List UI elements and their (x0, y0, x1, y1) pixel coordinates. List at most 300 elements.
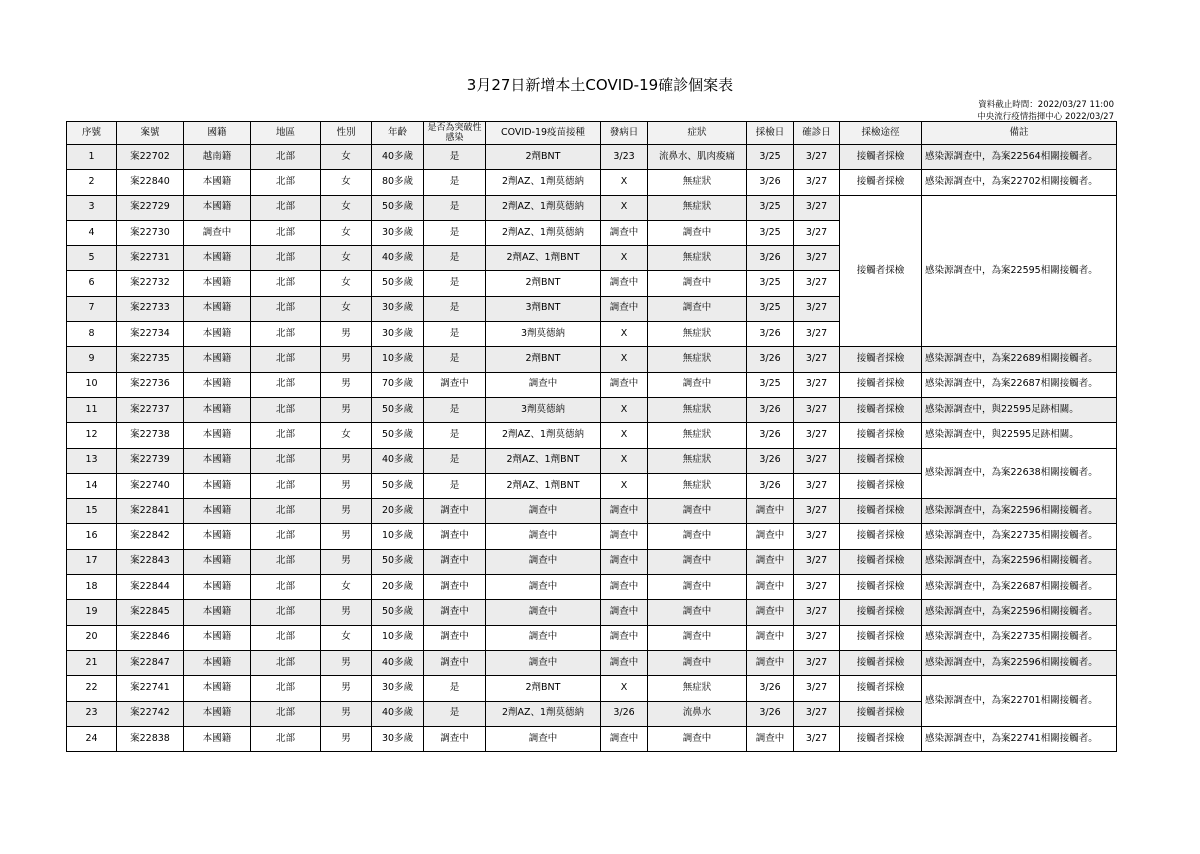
cell-nationality: 本國籍 (184, 575, 251, 600)
cell-case-no: 案22737 (117, 397, 184, 422)
table-row (67, 625, 1117, 650)
cell-region: 北部 (251, 625, 321, 650)
cell-test-date: 3/26 (747, 170, 794, 195)
table-row (67, 372, 1117, 397)
cell-test-date: 調查中 (747, 499, 794, 524)
cell-vaccination: 3劑BNT (486, 296, 601, 321)
data-cutoff-time: 資料截止時間：2022/03/27 11:00 (978, 100, 1114, 110)
cell-serial: 18 (67, 575, 117, 600)
cell-breakthrough: 是 (424, 195, 486, 220)
cell-onset-date: 調查中 (601, 625, 648, 650)
cell-vaccination: 2劑BNT (486, 145, 601, 170)
cell-symptoms: 無症狀 (648, 473, 747, 498)
cell-test-date: 調查中 (747, 549, 794, 574)
cell-case-no: 案22738 (117, 423, 184, 448)
cell-region: 北部 (251, 397, 321, 422)
cell-confirm-date: 3/27 (794, 676, 840, 701)
cell-case-no: 案22734 (117, 322, 184, 347)
cell-breakthrough: 是 (424, 701, 486, 726)
cell-nationality: 本國籍 (184, 473, 251, 498)
page-title: 3月27日新增本土COVID-19確診個案表 (466, 76, 734, 94)
cell-onset-date: X (601, 322, 648, 347)
cell-breakthrough: 是 (424, 322, 486, 347)
cell-sex: 男 (321, 549, 372, 574)
cell-test-date: 3/25 (747, 220, 794, 245)
cell-symptoms: 流鼻水 (648, 701, 747, 726)
cell-breakthrough: 調查中 (424, 524, 486, 549)
table-row (67, 549, 1117, 574)
cell-test-date: 調查中 (747, 650, 794, 675)
cell-confirm-date: 3/27 (794, 549, 840, 574)
cell-remarks: 感染源調查中，為案22595相關接觸者。 (922, 195, 1117, 347)
cell-region: 北部 (251, 473, 321, 498)
cell-age: 10多歲 (372, 524, 424, 549)
cell-onset-date: 調查中 (601, 296, 648, 321)
cell-onset-date: 調查中 (601, 650, 648, 675)
cell-test-date: 3/25 (747, 271, 794, 296)
cell-test-route: 接觸者採檢 (840, 549, 922, 574)
cell-serial: 3 (67, 195, 117, 220)
cell-case-no: 案22742 (117, 701, 184, 726)
cell-vaccination: 調查中 (486, 650, 601, 675)
cell-age: 30多歲 (372, 296, 424, 321)
table-row (67, 524, 1117, 549)
cell-vaccination: 2劑AZ、1劑莫德納 (486, 170, 601, 195)
cell-breakthrough: 調查中 (424, 726, 486, 751)
cell-sex: 女 (321, 170, 372, 195)
cell-vaccination: 調查中 (486, 575, 601, 600)
cell-onset-date: X (601, 347, 648, 372)
cell-serial: 21 (67, 650, 117, 675)
cell-symptoms: 調查中 (648, 650, 747, 675)
cell-serial: 11 (67, 397, 117, 422)
cell-region: 北部 (251, 524, 321, 549)
cell-confirm-date: 3/27 (794, 347, 840, 372)
cell-test-route: 接觸者採檢 (840, 524, 922, 549)
cell-vaccination: 調查中 (486, 549, 601, 574)
table-row (67, 676, 1117, 701)
cell-symptoms: 無症狀 (648, 397, 747, 422)
cell-test-route: 接觸者採檢 (840, 170, 922, 195)
cell-confirm-date: 3/27 (794, 423, 840, 448)
cell-age: 30多歲 (372, 220, 424, 245)
cell-sex: 女 (321, 246, 372, 271)
cell-test-route: 接觸者採檢 (840, 650, 922, 675)
cell-onset-date: 調查中 (601, 549, 648, 574)
cell-nationality: 本國籍 (184, 322, 251, 347)
cell-breakthrough: 是 (424, 296, 486, 321)
cell-confirm-date: 3/27 (794, 145, 840, 170)
col-header-serial: 序號 (67, 122, 117, 145)
cell-test-route: 接觸者採檢 (840, 347, 922, 372)
cell-serial: 13 (67, 448, 117, 473)
cell-region: 北部 (251, 271, 321, 296)
cell-symptoms: 調查中 (648, 726, 747, 751)
cell-breakthrough: 是 (424, 170, 486, 195)
cell-serial: 22 (67, 676, 117, 701)
cell-breakthrough: 是 (424, 473, 486, 498)
cell-remarks: 感染源調查中，為案22701相關接觸者。 (922, 676, 1117, 727)
cell-case-no: 案22732 (117, 271, 184, 296)
cell-vaccination: 2劑BNT (486, 347, 601, 372)
cell-symptoms: 調查中 (648, 372, 747, 397)
cell-region: 北部 (251, 372, 321, 397)
cell-age: 10多歲 (372, 625, 424, 650)
cell-vaccination: 2劑BNT (486, 676, 601, 701)
col-header-breakthrough: 是否為突破性感染 (424, 122, 486, 145)
cell-test-date: 3/25 (747, 372, 794, 397)
cell-symptoms: 無症狀 (648, 676, 747, 701)
cell-test-route: 接觸者採檢 (840, 600, 922, 625)
cell-serial: 24 (67, 726, 117, 751)
cell-case-no: 案22843 (117, 549, 184, 574)
cell-confirm-date: 3/27 (794, 195, 840, 220)
cell-case-no: 案22847 (117, 650, 184, 675)
col-header-vaccination: COVID-19疫苗接種 (486, 122, 601, 145)
cell-test-date: 3/25 (747, 195, 794, 220)
cell-sex: 男 (321, 499, 372, 524)
cell-nationality: 本國籍 (184, 170, 251, 195)
cell-symptoms: 調查中 (648, 271, 747, 296)
cell-test-route: 接觸者採檢 (840, 397, 922, 422)
cell-test-date: 調查中 (747, 625, 794, 650)
table-row (67, 145, 1117, 170)
cell-vaccination: 調查中 (486, 600, 601, 625)
cell-onset-date: X (601, 170, 648, 195)
cell-case-no: 案22702 (117, 145, 184, 170)
cell-symptoms: 調查中 (648, 575, 747, 600)
cell-breakthrough: 是 (424, 423, 486, 448)
table-row (67, 347, 1117, 372)
cell-test-date: 3/25 (747, 145, 794, 170)
cell-region: 北部 (251, 220, 321, 245)
cell-symptoms: 無症狀 (648, 170, 747, 195)
col-header-test-date: 採檢日 (747, 122, 794, 145)
cell-symptoms: 調查中 (648, 524, 747, 549)
cell-vaccination: 調查中 (486, 372, 601, 397)
cell-region: 北部 (251, 676, 321, 701)
cell-test-date: 3/26 (747, 676, 794, 701)
cell-test-date: 調查中 (747, 575, 794, 600)
cell-confirm-date: 3/27 (794, 499, 840, 524)
cell-case-no: 案22740 (117, 473, 184, 498)
cell-serial: 1 (67, 145, 117, 170)
cell-region: 北部 (251, 701, 321, 726)
cell-sex: 女 (321, 296, 372, 321)
cell-serial: 15 (67, 499, 117, 524)
cell-breakthrough: 調查中 (424, 600, 486, 625)
cell-onset-date: X (601, 676, 648, 701)
cell-vaccination: 3劑莫德納 (486, 397, 601, 422)
col-header-nationality: 國籍 (184, 122, 251, 145)
cell-breakthrough: 是 (424, 676, 486, 701)
cell-region: 北部 (251, 347, 321, 372)
cell-case-no: 案22840 (117, 170, 184, 195)
cell-sex: 男 (321, 600, 372, 625)
cell-confirm-date: 3/27 (794, 625, 840, 650)
cell-region: 北部 (251, 575, 321, 600)
cell-sex: 男 (321, 676, 372, 701)
cell-onset-date: X (601, 423, 648, 448)
cell-breakthrough: 是 (424, 271, 486, 296)
cell-nationality: 本國籍 (184, 372, 251, 397)
table-row (67, 448, 1117, 473)
cell-case-no: 案22730 (117, 220, 184, 245)
cell-symptoms: 調查中 (648, 625, 747, 650)
cell-sex: 男 (321, 701, 372, 726)
table-row (67, 397, 1117, 422)
cell-vaccination: 2劑AZ、1劑莫德納 (486, 423, 601, 448)
cell-region: 北部 (251, 296, 321, 321)
cell-confirm-date: 3/27 (794, 296, 840, 321)
cell-age: 20多歲 (372, 575, 424, 600)
cell-sex: 女 (321, 271, 372, 296)
cell-symptoms: 無症狀 (648, 448, 747, 473)
cell-remarks: 感染源調查中，為案22596相關接觸者。 (922, 549, 1117, 574)
cell-serial: 4 (67, 220, 117, 245)
cell-serial: 20 (67, 625, 117, 650)
cell-test-route: 接觸者採檢 (840, 726, 922, 751)
cell-breakthrough: 是 (424, 220, 486, 245)
table-row (67, 726, 1117, 751)
cell-test-date: 3/26 (747, 448, 794, 473)
cell-test-date: 調查中 (747, 524, 794, 549)
cell-breakthrough: 調查中 (424, 625, 486, 650)
cell-confirm-date: 3/27 (794, 372, 840, 397)
cell-nationality: 本國籍 (184, 726, 251, 751)
cell-symptoms: 調查中 (648, 296, 747, 321)
cell-symptoms: 無症狀 (648, 347, 747, 372)
cell-nationality: 本國籍 (184, 296, 251, 321)
cell-serial: 8 (67, 322, 117, 347)
table-row (67, 170, 1117, 195)
table-row (67, 499, 1117, 524)
cell-serial: 5 (67, 246, 117, 271)
cell-breakthrough: 調查中 (424, 499, 486, 524)
cell-age: 50多歲 (372, 549, 424, 574)
cell-remarks: 感染源調查中，為案22564相關接觸者。 (922, 145, 1117, 170)
cell-sex: 女 (321, 575, 372, 600)
cell-test-date: 3/26 (747, 423, 794, 448)
cell-serial: 2 (67, 170, 117, 195)
cell-test-date: 3/26 (747, 473, 794, 498)
cell-nationality: 調查中 (184, 220, 251, 245)
cell-age: 50多歲 (372, 397, 424, 422)
cell-nationality: 本國籍 (184, 549, 251, 574)
cell-symptoms: 調查中 (648, 549, 747, 574)
cell-region: 北部 (251, 650, 321, 675)
cell-test-date: 3/26 (747, 347, 794, 372)
cell-sex: 女 (321, 145, 372, 170)
cell-serial: 6 (67, 271, 117, 296)
cell-age: 80多歲 (372, 170, 424, 195)
cell-remarks: 感染源調查中，與22595足跡相關。 (922, 397, 1117, 422)
cell-symptoms: 調查中 (648, 600, 747, 625)
cell-serial: 17 (67, 549, 117, 574)
cell-vaccination: 2劑AZ、1劑莫德納 (486, 220, 601, 245)
cell-age: 50多歲 (372, 600, 424, 625)
cell-case-no: 案22735 (117, 347, 184, 372)
cell-breakthrough: 是 (424, 347, 486, 372)
cell-serial: 14 (67, 473, 117, 498)
cell-symptoms: 調查中 (648, 499, 747, 524)
cell-test-route: 接觸者採檢 (840, 448, 922, 473)
cell-sex: 男 (321, 524, 372, 549)
cell-region: 北部 (251, 322, 321, 347)
cell-nationality: 越南籍 (184, 145, 251, 170)
cell-symptoms: 流鼻水、肌肉痠痛 (648, 145, 747, 170)
cell-test-date: 3/26 (747, 701, 794, 726)
cell-breakthrough: 是 (424, 145, 486, 170)
cell-serial: 16 (67, 524, 117, 549)
cell-breakthrough: 調查中 (424, 549, 486, 574)
header-row (67, 122, 1117, 145)
cell-sex: 女 (321, 195, 372, 220)
col-header-test-route: 採檢途徑 (840, 122, 922, 145)
cell-sex: 女 (321, 423, 372, 448)
cell-age: 70多歲 (372, 372, 424, 397)
cell-age: 30多歲 (372, 726, 424, 751)
cell-test-route: 接觸者採檢 (840, 195, 922, 347)
cell-test-date: 3/26 (747, 397, 794, 422)
cell-sex: 男 (321, 347, 372, 372)
cell-confirm-date: 3/27 (794, 600, 840, 625)
cell-age: 30多歲 (372, 322, 424, 347)
cell-serial: 9 (67, 347, 117, 372)
cell-vaccination: 2劑BNT (486, 271, 601, 296)
cell-test-date: 調查中 (747, 726, 794, 751)
cell-sex: 女 (321, 220, 372, 245)
cell-breakthrough: 調查中 (424, 575, 486, 600)
cell-serial: 7 (67, 296, 117, 321)
cell-case-no: 案22846 (117, 625, 184, 650)
cell-confirm-date: 3/27 (794, 220, 840, 245)
cell-test-route: 接觸者採檢 (840, 676, 922, 701)
cell-onset-date: 調查中 (601, 600, 648, 625)
cell-confirm-date: 3/27 (794, 170, 840, 195)
cell-nationality: 本國籍 (184, 650, 251, 675)
cell-case-no: 案22841 (117, 499, 184, 524)
cell-age: 50多歲 (372, 271, 424, 296)
cell-age: 40多歲 (372, 145, 424, 170)
cell-sex: 男 (321, 397, 372, 422)
cell-nationality: 本國籍 (184, 397, 251, 422)
cell-symptoms: 無症狀 (648, 423, 747, 448)
cell-breakthrough: 是 (424, 448, 486, 473)
cell-remarks: 感染源調查中，為案22687相關接觸者。 (922, 575, 1117, 600)
cell-remarks: 感染源調查中，為案22638相關接觸者。 (922, 448, 1117, 499)
data-source: 中央流行疫情指揮中心 2022/03/27 (977, 112, 1114, 122)
col-header-age: 年齡 (372, 122, 424, 145)
cell-age: 40多歲 (372, 448, 424, 473)
cell-test-route: 接觸者採檢 (840, 372, 922, 397)
cell-region: 北部 (251, 246, 321, 271)
cell-region: 北部 (251, 726, 321, 751)
cell-vaccination: 2劑AZ、1劑莫德納 (486, 701, 601, 726)
cell-test-date: 調查中 (747, 600, 794, 625)
cell-breakthrough: 是 (424, 246, 486, 271)
col-header-case-no: 案號 (117, 122, 184, 145)
cell-test-route: 接觸者採檢 (840, 423, 922, 448)
cell-onset-date: 調查中 (601, 726, 648, 751)
cell-remarks: 感染源調查中，為案22687相關接觸者。 (922, 372, 1117, 397)
cell-confirm-date: 3/27 (794, 650, 840, 675)
cell-onset-date: 3/23 (601, 145, 648, 170)
cell-symptoms: 無症狀 (648, 322, 747, 347)
cell-serial: 12 (67, 423, 117, 448)
cell-confirm-date: 3/27 (794, 322, 840, 347)
cell-onset-date: 3/26 (601, 701, 648, 726)
cell-age: 50多歲 (372, 423, 424, 448)
cell-confirm-date: 3/27 (794, 575, 840, 600)
cell-onset-date: 調查中 (601, 499, 648, 524)
cell-nationality: 本國籍 (184, 347, 251, 372)
cell-case-no: 案22739 (117, 448, 184, 473)
table-row (67, 423, 1117, 448)
cell-confirm-date: 3/27 (794, 246, 840, 271)
cell-breakthrough: 調查中 (424, 372, 486, 397)
cell-symptoms: 無症狀 (648, 195, 747, 220)
cell-region: 北部 (251, 499, 321, 524)
cell-vaccination: 調查中 (486, 625, 601, 650)
cell-test-route: 接觸者採檢 (840, 145, 922, 170)
cell-nationality: 本國籍 (184, 271, 251, 296)
cell-vaccination: 2劑AZ、1劑BNT (486, 473, 601, 498)
cell-vaccination: 3劑莫德納 (486, 322, 601, 347)
cell-serial: 19 (67, 600, 117, 625)
cell-case-no: 案22733 (117, 296, 184, 321)
cell-remarks: 感染源調查中，與22595足跡相關。 (922, 423, 1117, 448)
table-body (67, 145, 1117, 752)
cell-case-no: 案22844 (117, 575, 184, 600)
table-row (67, 195, 1117, 220)
cell-remarks: 感染源調查中，為案22596相關接觸者。 (922, 499, 1117, 524)
cell-onset-date: X (601, 195, 648, 220)
cell-onset-date: 調查中 (601, 220, 648, 245)
cell-nationality: 本國籍 (184, 499, 251, 524)
cell-region: 北部 (251, 549, 321, 574)
cell-onset-date: 調查中 (601, 575, 648, 600)
cell-sex: 男 (321, 372, 372, 397)
cell-region: 北部 (251, 170, 321, 195)
cell-confirm-date: 3/27 (794, 701, 840, 726)
cell-age: 30多歲 (372, 676, 424, 701)
cell-vaccination: 2劑AZ、1劑莫德納 (486, 195, 601, 220)
col-header-region: 地區 (251, 122, 321, 145)
cell-region: 北部 (251, 600, 321, 625)
cell-confirm-date: 3/27 (794, 473, 840, 498)
cell-age: 40多歲 (372, 246, 424, 271)
cell-symptoms: 無症狀 (648, 246, 747, 271)
cell-onset-date: 調查中 (601, 524, 648, 549)
cell-confirm-date: 3/27 (794, 448, 840, 473)
cell-test-date: 3/25 (747, 296, 794, 321)
cell-sex: 男 (321, 726, 372, 751)
cell-confirm-date: 3/27 (794, 726, 840, 751)
cell-vaccination: 調查中 (486, 524, 601, 549)
cell-vaccination: 調查中 (486, 499, 601, 524)
cell-confirm-date: 3/27 (794, 271, 840, 296)
col-header-symptoms: 症狀 (648, 122, 747, 145)
cell-test-route: 接觸者採檢 (840, 575, 922, 600)
cell-sex: 男 (321, 650, 372, 675)
cell-case-no: 案22838 (117, 726, 184, 751)
cell-test-route: 接觸者採檢 (840, 701, 922, 726)
cell-serial: 10 (67, 372, 117, 397)
cell-region: 北部 (251, 448, 321, 473)
cell-case-no: 案22842 (117, 524, 184, 549)
cell-nationality: 本國籍 (184, 195, 251, 220)
